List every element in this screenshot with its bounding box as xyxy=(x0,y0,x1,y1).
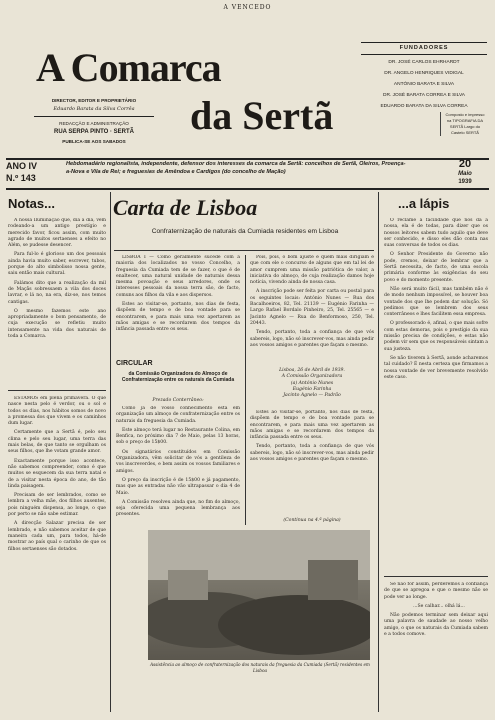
carta-title: Carta de Lisboa xyxy=(113,195,258,220)
column-rule xyxy=(378,192,379,712)
divider xyxy=(384,576,488,577)
issue-year: ANO IV xyxy=(6,161,38,171)
column-rule xyxy=(245,255,246,525)
event-photo xyxy=(148,530,370,660)
divider xyxy=(34,116,154,117)
paragraph: O Senhor Presidente do Governo não pode, cremos, deixar de lembrar que a Sertã necessita, de facto, de uma escola primária conforme às exigências do seu povo e do momento presente. xyxy=(384,252,488,283)
newspaper-subtitle: Hebdomadário regionalista, independente, defensor dos interesses da comarca da Sertã: concelhos de Sertã, Oleiros, Proença-a-Nova e Vila de Rei; e freguesias de Amêndoa e Cardigos (do concelho de Mação) xyxy=(66,161,406,175)
paragraph: Tendo, portanto, toda a confiança de que vós sabereis, logo, não só inscrever-vos, mas ainda pedir aos vossos amigos e parentes que façam o mesmo. xyxy=(250,444,374,463)
address: RUA SERPA PINTO · SERTÃ xyxy=(53,129,134,135)
signature-label: A Comissão Organizadora xyxy=(281,374,343,380)
notas-column xyxy=(8,218,106,386)
paragraph: Tendo, portanto, toda a confiança de que vós sabereis, logo, não só inscrever-vos, mas ainda pedir aos vossos amigos e parentes que façam o mesmo. xyxy=(250,330,374,348)
carta-column-2 xyxy=(250,255,374,365)
paragraph: A inscrição pode ser feita por carta ou postal para os seguintes locais: António Nunes — Rua dos Bacalhoeiros, 82, Tel. 21139 — Eugénio Farinha — Largo Rafael Bordalo Pinheiro, 25, Tel. 25565 — e Jacinto Agnelo — Rua do Benformoso, 250, Tel. 20443. xyxy=(250,289,374,326)
newspaper-title-line2: da Sertã xyxy=(190,93,334,138)
founder-name: DR. JOSÉ BARATA CORREA E SILVA xyxy=(382,93,465,98)
paragraph: Exactamente porque isso acontece, não sabemos compreender, como é que muitos se esquecem da sua terra natal e de a visitar nesta época do ano, de tão linda paisagem. xyxy=(8,458,106,489)
paragraph: Se não tiverem à Sertã, aonde acharemos tal cuidado? É nesta certeza que firmamos a nossa vontade de ver brevemente resolvido este caso. xyxy=(384,355,488,380)
paragraph: LISBOA I — Como geralmente sucede com a maioria dos localizados no vosso Concelho, a freguesia da Cumiada tem de se fazer, o que é de enaltecer, uma natural unidade de naturais dessa mesma povoação e seus arredores, onde os interesses pessoais da nossa terra são, de facto, comuns aos filhos da vila e aos dispersos. xyxy=(116,255,240,298)
paragraph: Como já de vosso conhecimento está em organização um almoço de confraternização entre os naturais da freguesia da Cumiada. xyxy=(116,406,240,424)
paragraph: Estes ao visitar-se, portanto, nos dias de festa, dispõem de tempo e de boa vontade para se encontrarem, e para mais uma vez apertarem as mãos amigas e se recordarem dos tempos da infância passada entre os seus. xyxy=(250,410,374,441)
redaction-label: REDACÇÃO E ADMINISTRAÇÃO xyxy=(59,121,129,126)
paragraph: Precisam de ser lembrados, como se lembra a velha mãe, dos filhos ausentes, pois ninguém dispensa, ao longe, o que por perto se não sabe estimar. xyxy=(8,493,106,518)
founder-name: EDUARDO BARATA DA SILVA CORREA xyxy=(380,104,468,109)
column-rule xyxy=(110,192,111,712)
paragraph: A direcção Salazar precisa de ser lembrado, e não sabemos aceitar de que maneira cada um, para todos, há-de mostrar ao país qual o carinho de que os filhos sertaenses são dotados. xyxy=(8,521,106,552)
issue-date xyxy=(443,158,487,186)
date-year: 1939 xyxy=(458,179,472,185)
signature-block xyxy=(250,368,374,399)
divider xyxy=(114,250,374,251)
founder-name: DR. JOSÉ CARLOS EHRHARDT xyxy=(388,60,460,65)
circular-greeting: Prezado Conterrâneo: xyxy=(152,398,204,403)
circular-column xyxy=(116,406,240,524)
lapis-column xyxy=(384,218,488,572)
paragraph: Os signatários constituídos em Comissão Organizadora, vêm solicitar de vós a gentileza de vos inscreverdes, e bem assim os vossos familiares e amigos. xyxy=(116,449,240,474)
paragraph: Para ful-lo é glorioso um dos pessoais ainda havia muito saber, escrever, tubos, porque do alto simbolisso nossa gente, saiu então mais cultural. xyxy=(8,252,106,277)
signature-name: Jacinto Agnelo — Padrão xyxy=(283,393,341,399)
paragraph: O mesmo fazemos este ano apropriadamente o bom pensamento, de cuja execução se refletiu muito intensamente na vida dos naturais de toda a Comarca. xyxy=(8,308,106,340)
signature-date: Lisboa, 26 de Abril de 1939. xyxy=(279,368,345,373)
director-box xyxy=(34,96,154,146)
director-name: Eduardo Barata da Silva Corrêa xyxy=(53,106,135,112)
issue-number: N.º 143 xyxy=(6,173,36,183)
divider xyxy=(8,390,106,391)
founder-name: ANTÓNIO BARATA E SILVA xyxy=(393,82,455,87)
founder-name: DR. ANGELO HENRIQUES VIDIGAL xyxy=(384,71,464,76)
paragraph: A nossa Iluminação que, dia a dia, vem rodeando-a um antigo prestígio e merecido favor, ficou assim, com muito agrado de muitos sertaenses a efeito no Além, se pudesse desencer. xyxy=(8,218,106,249)
estamos-column xyxy=(8,396,106,712)
photo-crowd-graphic xyxy=(148,530,370,660)
publication-note: PUBLICA-SE AOS SABADOS xyxy=(62,139,126,144)
founders-header: FUNDADORES xyxy=(361,42,487,55)
circular-title: CIRCULAR xyxy=(116,360,153,367)
carta-column-1 xyxy=(116,255,240,351)
newspaper-title-line1: A Comarca xyxy=(36,45,221,90)
signature-name: (a) António Nunes xyxy=(290,380,334,386)
paragraph: Estes ao visitar-se, portanto, nos dias de festa, dispõem de tempo e de boa vontade para se encontrarem, e para mais uma vez apertarem as mãos amigas e se recordarem dos tempos da infância passada entre os seus. xyxy=(116,302,240,333)
date-day: 20 xyxy=(458,158,472,170)
director-label: DIRECTOR, EDITOR E PROPRIETÁRIO xyxy=(51,98,137,103)
paragraph: Certamente que a Sertã é, pelo seu clima e pelo seu lugar, uma terra das mais belas, de que tanto se orgulham os seus filhos, que lhe votam grande amor. xyxy=(8,430,106,455)
paragraph: A Comissão resolveu ainda que, no fim do almoço, seja oferecida uma pequena lembrança aos presentes. xyxy=(116,499,240,518)
paragraph: Falámos dito que a realização da mil de Maçãs sobressaem a vila dos doces lavrar, e lá no, na era, diz-se, nos temos cantigas. xyxy=(8,280,106,305)
paragraph: O reclame a facilidade que nos dá a nossa, ela é de todas, para dizer que os nossos leitores sabem tudo aquilo que deve ser conhecido, e disso eles dão conta nas suas conversas de todos os dias. xyxy=(384,218,488,249)
paragraph: O preço da inscrição é de 15$00 e já pagamento, mas que as entradas não vão ultrapassar o dia 4 de Maio. xyxy=(116,477,240,496)
paragraph: O professorado é, afinal, o que mais sofre com estas demoras, pois o prestígio da sua missão precisa de condições, e estas não podem vir sem que os responsáveis sintam a sua justeza. xyxy=(384,321,488,352)
notas-title: Notas... xyxy=(8,196,55,211)
carta-column-3 xyxy=(250,410,374,518)
carta-subtitle: Confraternização de naturais da Cumiada residentes em Lisboa xyxy=(151,228,339,235)
paragraph: Não será muito fácil, mas também não é de modo nenhum impossível, se houver boa vontade dos que lhe podem dar solução. Só pedimos que se lembrem dos seus conterrâneos e lhes facilitem essa empresa. xyxy=(384,286,488,318)
circular-subtitle: da Comissão Organizadora do Almoço de Confraternização entre os naturais da Cumiada xyxy=(121,371,235,383)
masthead-motto: A VENCEDO xyxy=(223,4,272,11)
date-month: Maio xyxy=(458,171,472,177)
lapis-column-2 xyxy=(384,582,488,712)
continua-note: (Continua na 4.ª página) xyxy=(283,518,341,523)
founders-box xyxy=(361,42,487,112)
photo-caption: Assistência ao almoço de confraternização dos naturais da freguesia da Cumiada (Sertã) residentes em Lisboa xyxy=(150,662,370,673)
paragraph: Se não for assim, perderemos a confiança de que se apregoa e que o mesmo não se pode ver ao longe. xyxy=(384,582,488,600)
paragraph: ...Se calhar... olhá lá... xyxy=(413,603,465,609)
issue-number-box xyxy=(6,160,60,184)
paragraph: Pois, pois, o bom ajuste e quem mais dirigiam e que com ele o concurso de alguns que em tal lei de amor cumprem uma missão patriótica de valor, a iniciativa do almoço, de cuja realização damos hoje notícia, vivendo ainda de nossa casa. xyxy=(250,255,374,286)
lapis-title: ...a lápis xyxy=(398,196,450,211)
signature-name: Eugénio Farinha xyxy=(292,386,332,392)
print-note: Composto e impresso na TIPOGRAFIA DA SERTÃ Largo do Castelo SERTÃ xyxy=(440,112,487,136)
paragraph: Não podemos terminar sem deixar aqui uma palavra de saudade ao nosso velho amigo, o que os naturais da Cumiada sabem e a todos comove. xyxy=(384,613,488,638)
paragraph: ESTAMOS em plena primavera. O que nasce nesta pelo é verdor, ou o sol e todos os dias, nos hábitos somos de novo a promessa dos que vivem e os caminhos dum lugar. xyxy=(8,396,106,427)
paragraph: Este almoço terá lugar no Restaurante Colina, em Benfica, no próximo dia 7 de Maio, pelas 13 horas, sob o preço de 15$00. xyxy=(116,427,240,446)
